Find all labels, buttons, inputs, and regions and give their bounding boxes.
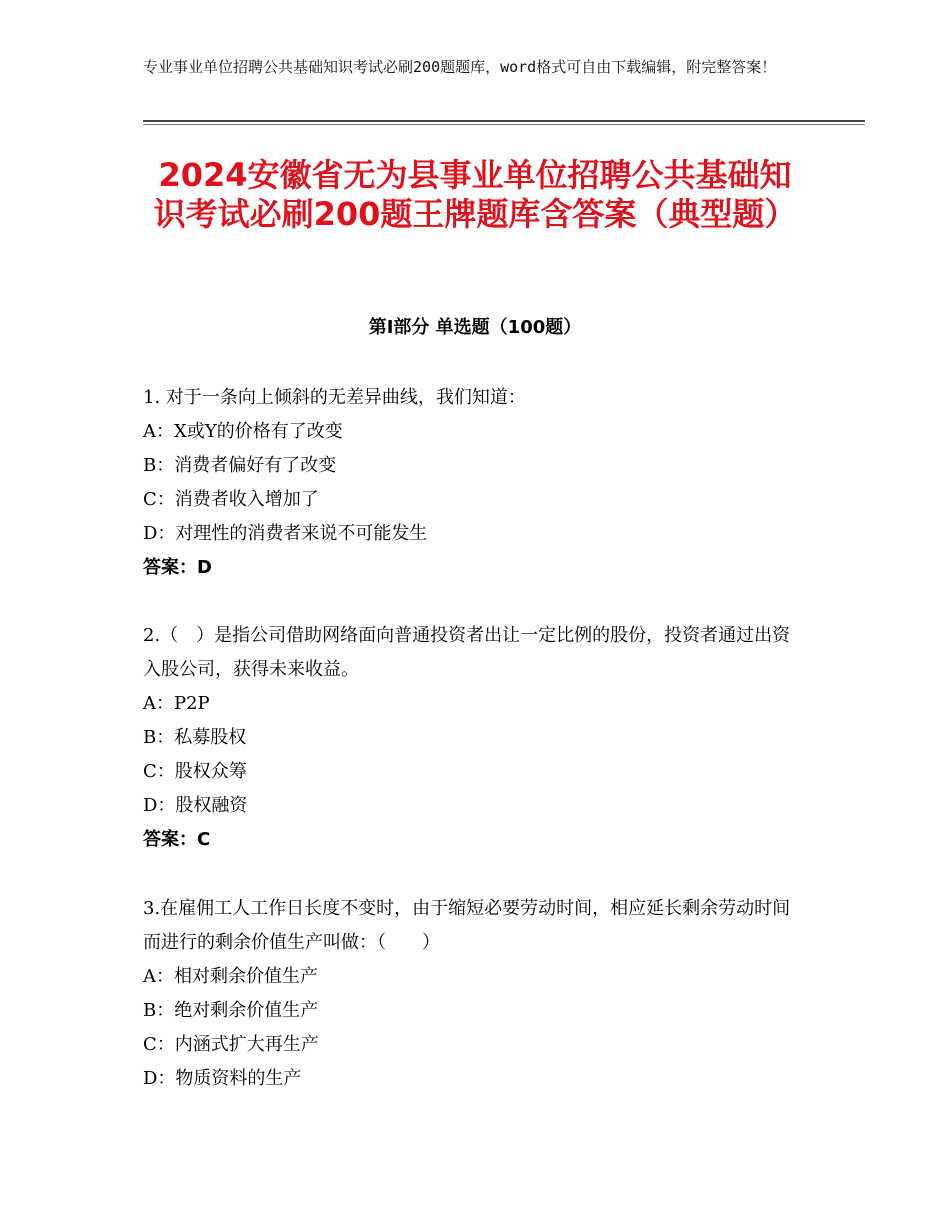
- question-3-option-c: C：内涵式扩大再生产: [143, 1034, 319, 1055]
- question-2-option-a: A：P2P: [143, 693, 210, 714]
- question-1-option-b: B：消费者偏好有了改变: [143, 455, 337, 476]
- question-2-option-c: C：股权众筹: [143, 761, 247, 782]
- question-1-option-c: C：消费者收入增加了: [143, 489, 319, 510]
- document-title: 2024安徽省无为县事业单位招聘公共基础知识考试必刷200题王牌题库含答案（典型题）: [153, 156, 797, 233]
- question-2-stem: 2.（ ）是指公司借助网络面向普通投资者出让一定比例的股份，投资者通过出资入股公司，获得未来收益。: [143, 625, 791, 680]
- header-note: 专业事业单位招聘公共基础知识考试必刷200题题库，word格式可自由下载编辑，附完整答案！: [143, 58, 777, 76]
- question-3-option-b: B：绝对剩余价值生产: [143, 1000, 319, 1021]
- question-1-option-d: D：对理性的消费者来说不可能发生: [143, 523, 428, 544]
- question-3-option-d: D：物质资料的生产: [143, 1068, 302, 1089]
- section-title: 第Ⅰ部分 单选题（100题）: [368, 317, 582, 338]
- header-rule-thin: [143, 124, 865, 125]
- question-2-option-b: B：私募股权: [143, 727, 247, 748]
- question-1-stem: 1. 对于一条向上倾斜的无差异曲线，我们知道：: [143, 387, 526, 408]
- question-2-option-d: D：股权融资: [143, 795, 248, 816]
- question-1-answer: 答案：D: [143, 557, 212, 578]
- question-1-option-a: A：X或Y的价格有了改变: [143, 421, 343, 442]
- header-rule: [143, 120, 865, 122]
- question-3-option-a: A：相对剩余价值生产: [143, 966, 318, 987]
- question-2-answer: 答案：C: [143, 829, 211, 850]
- question-3-stem: 3.在雇佣工人工作日长度不变时，由于缩短必要劳动时间，相应延长剩余劳动时间而进行的剩余价值生产叫做：（ ）: [143, 898, 791, 953]
